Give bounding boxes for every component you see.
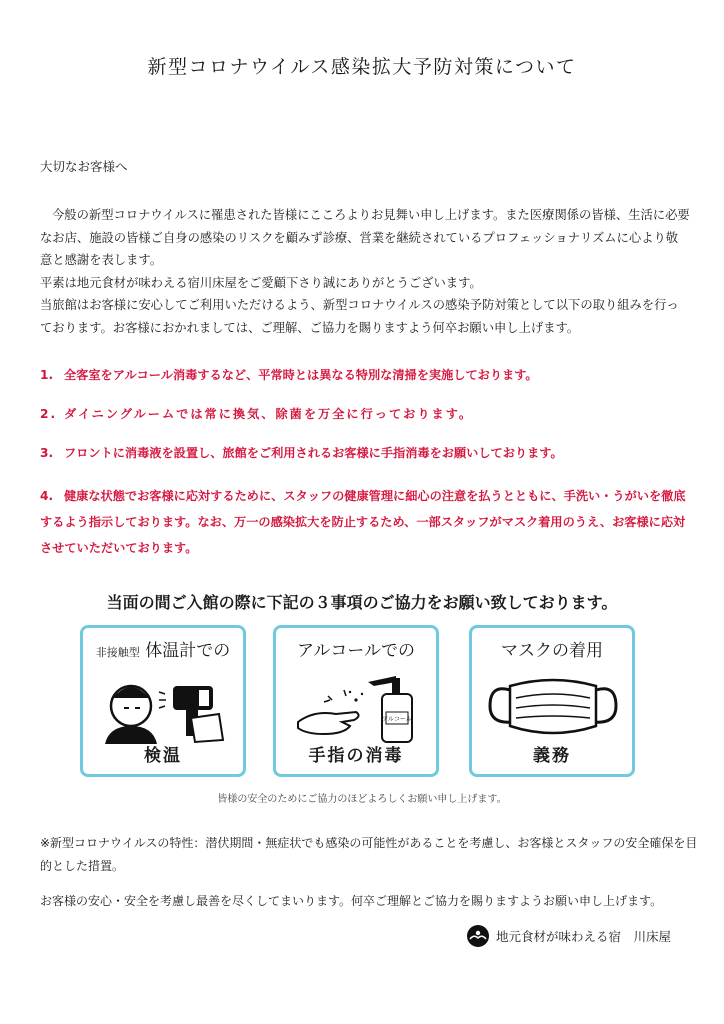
card-temperature-check [80,625,246,777]
closing-text: お客様の安心・安全を考慮し最善を尽くしてまいります。何卒ご理解とご協力を賜りますようお願い申し上げます。 [40,894,663,908]
caption: 皆様の安全のためにご協力のほどよろしくお願い申し上げます。 [217,794,507,805]
item-text: 全客室をアルコール消毒するなど、平常時とは異なる特別な清掃を実施しております。 [64,368,538,382]
list-item [40,364,690,387]
list-item [40,483,690,561]
item-number: 1. [40,368,54,382]
note: ※新型コロナウイルスの特性：潜伏期間・無症状でも感染の可能性があることを考慮し、お客様とスタッフの安全確保を目的とした措置。 [40,836,698,873]
page-title: 新型コロナウイルス感染拡大予防対策について [147,56,577,78]
list-item [40,442,690,465]
card-foot: 手指の消毒 [308,746,404,766]
card-title [83,636,243,661]
item-number: 3. [40,446,54,460]
request-heading: 当面の間ご入館の際に下記の３事項のご協力をお願い致しております。 [106,593,618,612]
paragraph-measures: 当旅館はお客様に安心してご利用いただけるよう、新型コロナウイルスの感染予防対策として以下の取り組みを行っております。お客様におかれましては、ご理解、ご協力を賜りますよう何卒お願い申し上げます。 [40,298,679,335]
intro-body [40,204,690,339]
bottle-label: アルコール [382,716,412,723]
card-hand-sanitizer [273,625,439,777]
card-title-text: 体温計での [145,641,231,661]
paragraph-sympathy: 今般の新型コロナウイルスに罹患された皆様にこころよりお見舞い申し上げます。また医療関係の皆様、生活に必要なお店、施設の皆様ご自身の感染のリスクを顧みず診療、営業を継続されているプロフェッショナリズムに心より敬意と感謝を表します。 [40,208,690,267]
card-prefix: 非接触型 [95,646,140,659]
card-foot: 検温 [144,746,182,766]
signature [466,924,671,948]
signature-text: 地元食材が味わえる宿 川床屋 [496,929,672,944]
item-text: 健康な状態でお客様に応対するために、スタッフの健康管理に細心の注意を払うとともに、手洗い・うがいを徹底するよう指示しております。なお、万一の感染拡大を防止するため、一部スタッフがマスク着用のうえ、お客様に応対させていただいております。 [40,489,686,555]
item-text: ダイニングルームでは常に換気、除菌を万全に行っております。 [64,407,474,421]
item-text: フロントに消毒液を設置し、旅館をご利用されるお客様に手指消毒をお願いしております。 [64,446,563,460]
thermometer-icon [91,666,237,744]
card-foot: 義務 [533,746,571,766]
card-title: アルコールでの [297,641,415,661]
paragraph-thanks: 平素は地元食材が味わえる宿川床屋をご愛顧下さり誠にありがとうございます。 [40,275,482,290]
sanitizer-icon [284,666,430,744]
inn-logo-icon [466,924,490,948]
mask-icon [480,666,626,744]
item-number: 2. [40,407,58,421]
card-title: マスクの着用 [501,641,603,661]
item-number: 4. [40,489,54,503]
list-item [40,403,690,426]
card-mask-required [469,625,635,777]
greeting: 大切なお客様へ [40,159,128,174]
